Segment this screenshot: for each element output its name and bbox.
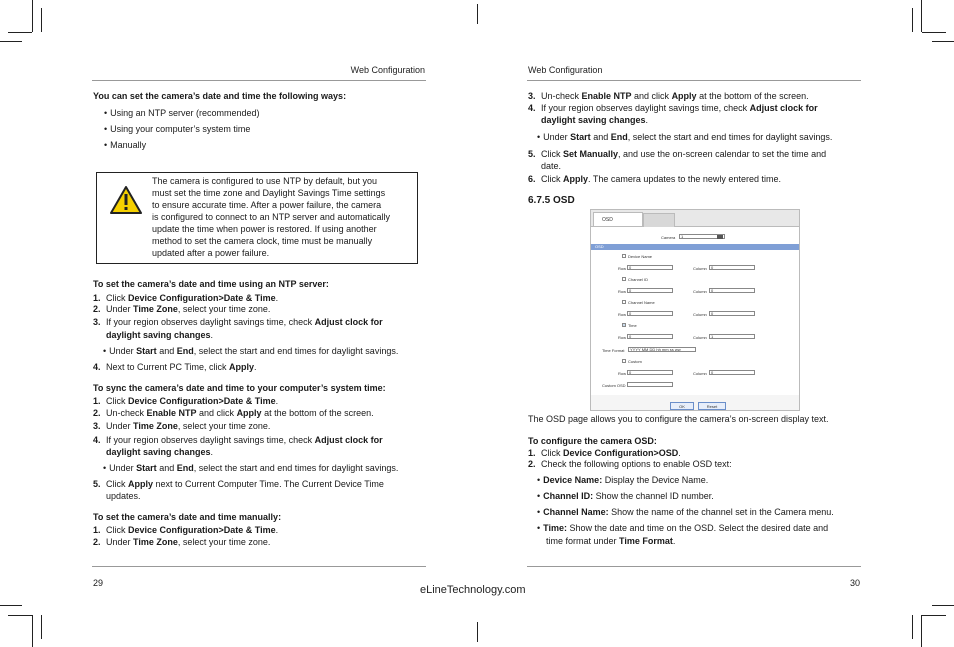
crop-mark	[921, 0, 922, 32]
sync-step-4-cont: daylight saving changes.	[106, 447, 214, 457]
custom-osd-label: Custom OSD	[602, 383, 626, 388]
crop-mark	[8, 32, 32, 33]
page-number-right: 30	[850, 578, 861, 588]
crop-mark	[41, 8, 42, 32]
osd-step-4-cont: daylight saving changes.	[541, 115, 649, 125]
column-label: Column	[693, 266, 707, 271]
option-device-name: • Device Name: Display the Device Name.	[537, 474, 708, 486]
warning-box	[96, 172, 418, 264]
channel-name-label: Channel Name	[628, 300, 655, 305]
device-name-column-field[interactable]: 0	[709, 265, 755, 270]
list-item: • Manually	[104, 139, 146, 151]
option-time: • Time: Show the date and time on the OSD. Select the desired date and	[537, 522, 828, 534]
crop-mark	[32, 615, 33, 647]
ntp-step-4: 4. Next to Current PC Time, click Apply.	[93, 362, 257, 372]
list-item: • Using your computer’s system time	[104, 123, 250, 135]
row-label: Row	[618, 266, 627, 271]
option-channel-name: • Channel Name: Show the name of the channel set in the Camera menu.	[537, 506, 834, 518]
custom-checkbox[interactable]	[622, 359, 626, 363]
custom-osd-field[interactable]	[627, 382, 673, 387]
sync-heading: To sync the camera’s date and time to your computer’s system time:	[93, 383, 386, 393]
crop-mark	[932, 41, 954, 42]
row-label: Row	[618, 371, 627, 376]
sync-substep: • Under Start and End, select the start and end times for daylight savings.	[103, 462, 398, 474]
time-checkbox[interactable]	[622, 323, 626, 327]
osd-step-3: 3. Un-check Enable NTP and click Apply at the bottom of the screen.	[528, 91, 809, 101]
time-label: Time	[628, 323, 637, 328]
ntp-heading: To set the camera’s date and time using an NTP server:	[93, 279, 329, 289]
manual-step-1: 1. Click Device Configuration>Date & Time.	[93, 525, 279, 535]
tab-inactive[interactable]	[643, 213, 675, 227]
ok-button[interactable]: OK	[670, 402, 694, 410]
ntp-step-3: 3. If your region observes daylight savings time, check Adjust clock for	[93, 317, 383, 327]
ntp-step-1: 1. Click Device Configuration>Date & Time.	[93, 293, 279, 303]
footer-rule-right	[527, 566, 861, 567]
column-label: Column	[693, 289, 707, 294]
sync-step-5: 5. Click Apply next to Current Computer Time. The Current Device Time	[93, 479, 384, 489]
sync-step-1: 1. Click Device Configuration>Date & Time.	[93, 396, 279, 406]
tab-bar	[591, 210, 799, 227]
time-format-label: Time Format	[602, 348, 625, 353]
time-column-field[interactable]: 1	[709, 334, 755, 339]
footer-rule-left	[92, 566, 426, 567]
device-name-row-field[interactable]: 0	[627, 265, 673, 270]
channel-name-column-field[interactable]: 0	[709, 311, 755, 316]
column-label: Column	[693, 335, 707, 340]
camera-select[interactable]: 1	[679, 234, 725, 239]
config-step-2: 2. Check the following options to enable OSD text:	[528, 459, 732, 469]
crop-mark	[912, 615, 913, 639]
crop-mark	[477, 4, 478, 24]
tab-osd[interactable]: OSD	[593, 212, 643, 226]
option-channel-id: • Channel ID: Show the channel ID number.	[537, 490, 714, 502]
sync-step-2: 2. Un-check Enable NTP and click Apply at the bottom of the screen.	[93, 408, 374, 418]
osd-step-4: 4. If your region observes daylight savings time, check Adjust clock for	[528, 103, 818, 113]
osd-caption: The OSD page allows you to configure the camera’s on-screen display text.	[528, 414, 829, 424]
warning-icon	[109, 185, 143, 215]
crop-mark	[912, 8, 913, 32]
channel-name-checkbox[interactable]	[622, 300, 626, 304]
camera-label: Camera	[661, 235, 676, 240]
column-label: Column	[693, 312, 707, 317]
crop-mark	[932, 605, 954, 606]
time-format-select[interactable]: YYYY MM DD hh mm ss ww	[628, 347, 696, 352]
chevron-down-icon	[717, 235, 723, 239]
channel-id-column-field[interactable]: 0	[709, 288, 755, 293]
row-label: Row	[618, 289, 627, 294]
device-name-checkbox[interactable]	[622, 254, 626, 258]
device-name-label: Device Name	[628, 254, 653, 259]
crop-mark	[41, 615, 42, 639]
osd-pane	[591, 227, 799, 395]
osd-step-5: 5. Click Set Manually, and use the on-screen calendar to set the time and	[528, 149, 827, 159]
channel-id-label: Channel ID	[628, 277, 649, 282]
manual-heading: To set the camera’s date and time manually:	[93, 512, 282, 522]
crop-mark	[922, 32, 946, 33]
config-heading: To configure the camera OSD:	[528, 436, 657, 446]
osd-screenshot	[590, 209, 800, 411]
crop-mark	[0, 605, 22, 606]
reset-button[interactable]: Reset	[698, 402, 726, 410]
ntp-step-3-cont: daylight saving changes.	[106, 330, 214, 340]
channel-id-row-field[interactable]: 0	[627, 288, 673, 293]
crop-mark	[477, 622, 478, 642]
intro-heading: You can set the camera’s date and time the following ways:	[93, 91, 347, 101]
custom-label: Custom	[628, 359, 642, 364]
page-number-left: 29	[93, 578, 104, 588]
list-item: • Using an NTP server (recommended)	[104, 107, 260, 119]
sync-step-3: 3. Under Time Zone, select your time zone.	[93, 421, 271, 431]
crop-mark	[8, 615, 32, 616]
row-label: Row	[618, 335, 627, 340]
crop-mark	[0, 41, 22, 42]
osd-step-5-cont: date.	[541, 161, 562, 171]
warning-text: The camera is configured to use NTP by default, but you must set the time zone and Daylight Savings Time settings to ensure accurate time. After a power failure, the camera is configured to connect to an NTP server and automatically update the time when power is restored. If using another method to set the camera clock, time must be manually updated after a power failure.	[152, 176, 390, 258]
ntp-step-2: 2. Under Time Zone, select your time zone.	[93, 304, 271, 314]
row-label: Row	[618, 312, 627, 317]
ntp-substep: • Under Start and End, select the start and end times for daylight savings.	[103, 345, 398, 357]
sync-step-4: 4. If your region observes daylight savings time, check Adjust clock for	[93, 435, 383, 445]
header-rule-right	[527, 80, 861, 81]
osd-section-bar: OSD	[591, 244, 799, 250]
channel-id-checkbox[interactable]	[622, 277, 626, 281]
column-label: Column	[693, 371, 707, 376]
custom-column-field[interactable]: 0	[709, 370, 755, 375]
crop-mark	[921, 615, 922, 647]
config-step-1: 1. Click Device Configuration>OSD.	[528, 448, 681, 458]
header-rule-left	[92, 80, 426, 81]
custom-row-field[interactable]: 0	[627, 370, 673, 375]
footer-website: eLineTechnology.com	[420, 584, 526, 596]
crop-mark	[922, 615, 946, 616]
section-title: 6.7.5 OSD	[528, 195, 575, 206]
time-row-field[interactable]: 0	[627, 334, 673, 339]
page-header-right: Web Configuration	[528, 65, 603, 75]
page-header-left: Web Configuration	[350, 65, 425, 75]
osd-substep: • Under Start and End, select the start and end times for daylight savings.	[537, 131, 832, 143]
sync-step-5-cont: updates.	[106, 491, 141, 501]
crop-mark	[32, 0, 33, 32]
channel-name-row-field[interactable]: 0	[627, 311, 673, 316]
manual-step-2: 2. Under Time Zone, select your time zone.	[93, 537, 271, 547]
option-time-cont: time format under Time Format.	[546, 536, 676, 546]
osd-step-6: 6. Click Apply. The camera updates to the newly entered time.	[528, 174, 781, 184]
